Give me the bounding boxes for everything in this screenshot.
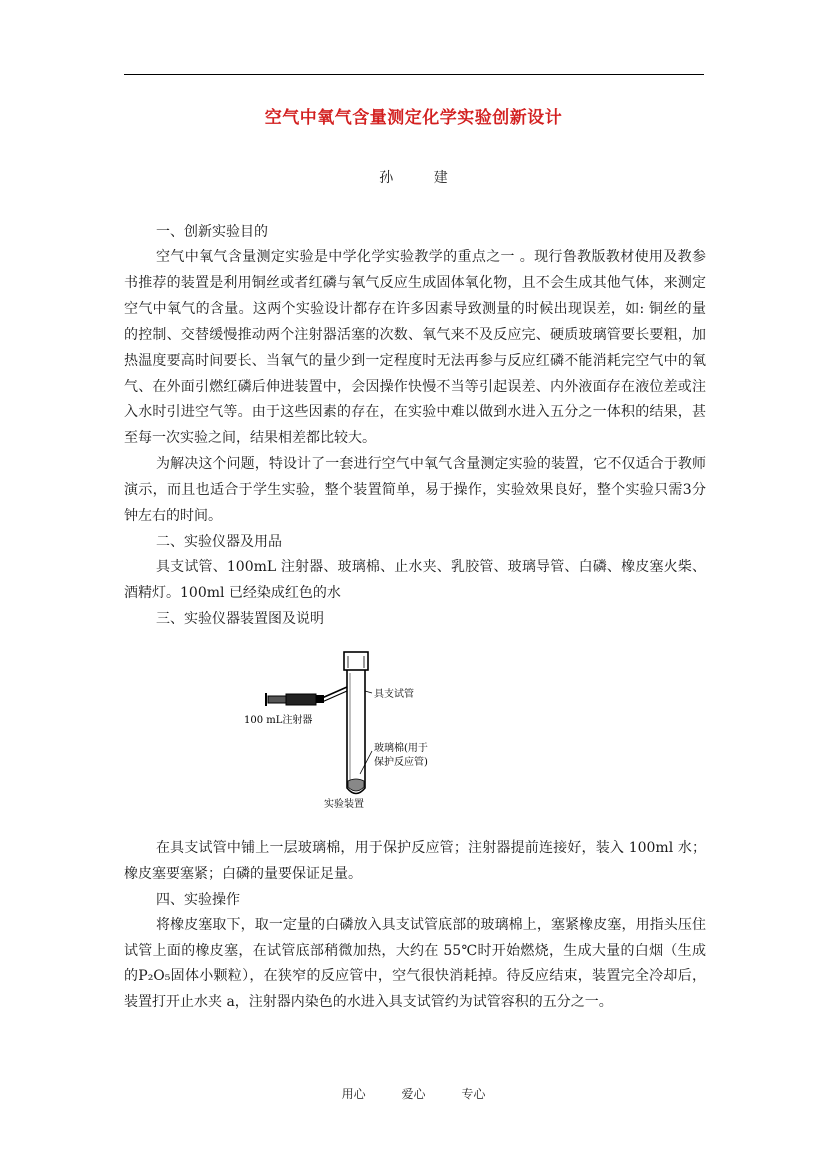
section-heading-equipment: 二、实验仪器及用品 — [156, 533, 282, 550]
page-footer — [0, 1085, 827, 1102]
section-heading-procedure: 四、实验操作 — [156, 891, 240, 908]
footer-word-2: 爱心 — [401, 1087, 426, 1101]
figure-caption: 实验装置 — [324, 798, 364, 810]
section-heading-diagram: 三、实验仪器装置图及说明 — [156, 610, 324, 627]
footer-word-3: 专心 — [461, 1087, 486, 1101]
paragraph-purpose-2: 为解决这个问题，特设计了一套进行空气中氧气含量测定实验的装置，它不仅适合于教师演示，而且也适合于学生实验，整个装置简单，易于操作，实验效果良好，整个实验只需3分钟左右的时间。 — [124, 456, 706, 525]
syringe-barrel — [286, 694, 316, 705]
paragraph-purpose-1: 空气中氧气含量测定实验是中学化学实验教学的重点之一 。现行鲁教版教材使用及教参书推荐的装置是利用铜丝或者红磷与氧气反应生成固体氧化物，且不会生成其他气体，来测定空气中氧气的含量。这两个实验设计都存在许多因素导致测量的时候出现误差，如: 铜丝的量的控制、交替缓慢推动两个注射器活塞的次数、氧气来不及反应完、硬质玻璃管要长要粗，加热温度要高时间要长、当氧气的量少到一定程度时无法再参与反应红磷不能消耗完空气中的氧气、在外面引燃红磷后伸进装置中，会因操作快慢不当等引起误差、内外液面存在液位差或注入水时引进空气等。由于这些因素的存在，在实验中难以做到水进入五分之一体积的结果，甚至每一次实验之间，结果相差都比较大。 — [124, 249, 706, 447]
label-tube: 具支试管 — [374, 688, 414, 700]
clamp-shape — [316, 695, 324, 703]
apparatus-diagram — [244, 651, 464, 810]
label-glass-wool-1: 玻璃棉(用于 — [374, 742, 428, 754]
paragraph-procedure: 将橡皮塞取下，取一定量的白磷放入具支试管底部的玻璃棉上，塞紧橡皮塞，用指头压住试管上面的橡皮塞，在试管底部稍微加热，大约在 55℃时开始燃烧，生成大量的白烟（生成的P₂O₅固体小颗粒），在狭窄的反应管中，空气很快消耗掉。待反应结束，装置完全冷却后，装置打开止水夹 a，注射器内染色的水进入具支试管约为试管容积的五分之一。 — [124, 916, 706, 1011]
apparatus-figure — [124, 651, 706, 809]
author-name: 孙 建 — [379, 170, 466, 186]
label-syringe: 100 mL注射器 — [244, 714, 313, 726]
article-body — [124, 220, 706, 1016]
syringe-plunger — [268, 696, 286, 703]
footer-word-1: 用心 — [341, 1087, 366, 1101]
glass-wool-shape — [348, 779, 364, 791]
section-heading-purpose: 一、创新实验目的 — [156, 224, 268, 240]
paragraph-diagram-notes: 在具支试管中铺上一层玻璃棉，用于保护反应管；注射器提前连接好，装入 100ml 水；橡皮塞要塞紧；白磷的量要保证足量。 — [124, 839, 706, 882]
label-glass-wool-2: 保护反应管) — [374, 756, 428, 768]
header-rule — [124, 74, 704, 75]
test-tube-shape — [347, 670, 365, 794]
page-title: 空气中氧气含量测定化学实验创新设计 — [264, 108, 563, 128]
paragraph-equipment: 具支试管、100mL 注射器、玻璃棉、止水夹、乳胶管、玻璃导管、白磷、橡皮塞火柴、酒精灯。100ml 已经染成红色的水 — [124, 558, 706, 601]
